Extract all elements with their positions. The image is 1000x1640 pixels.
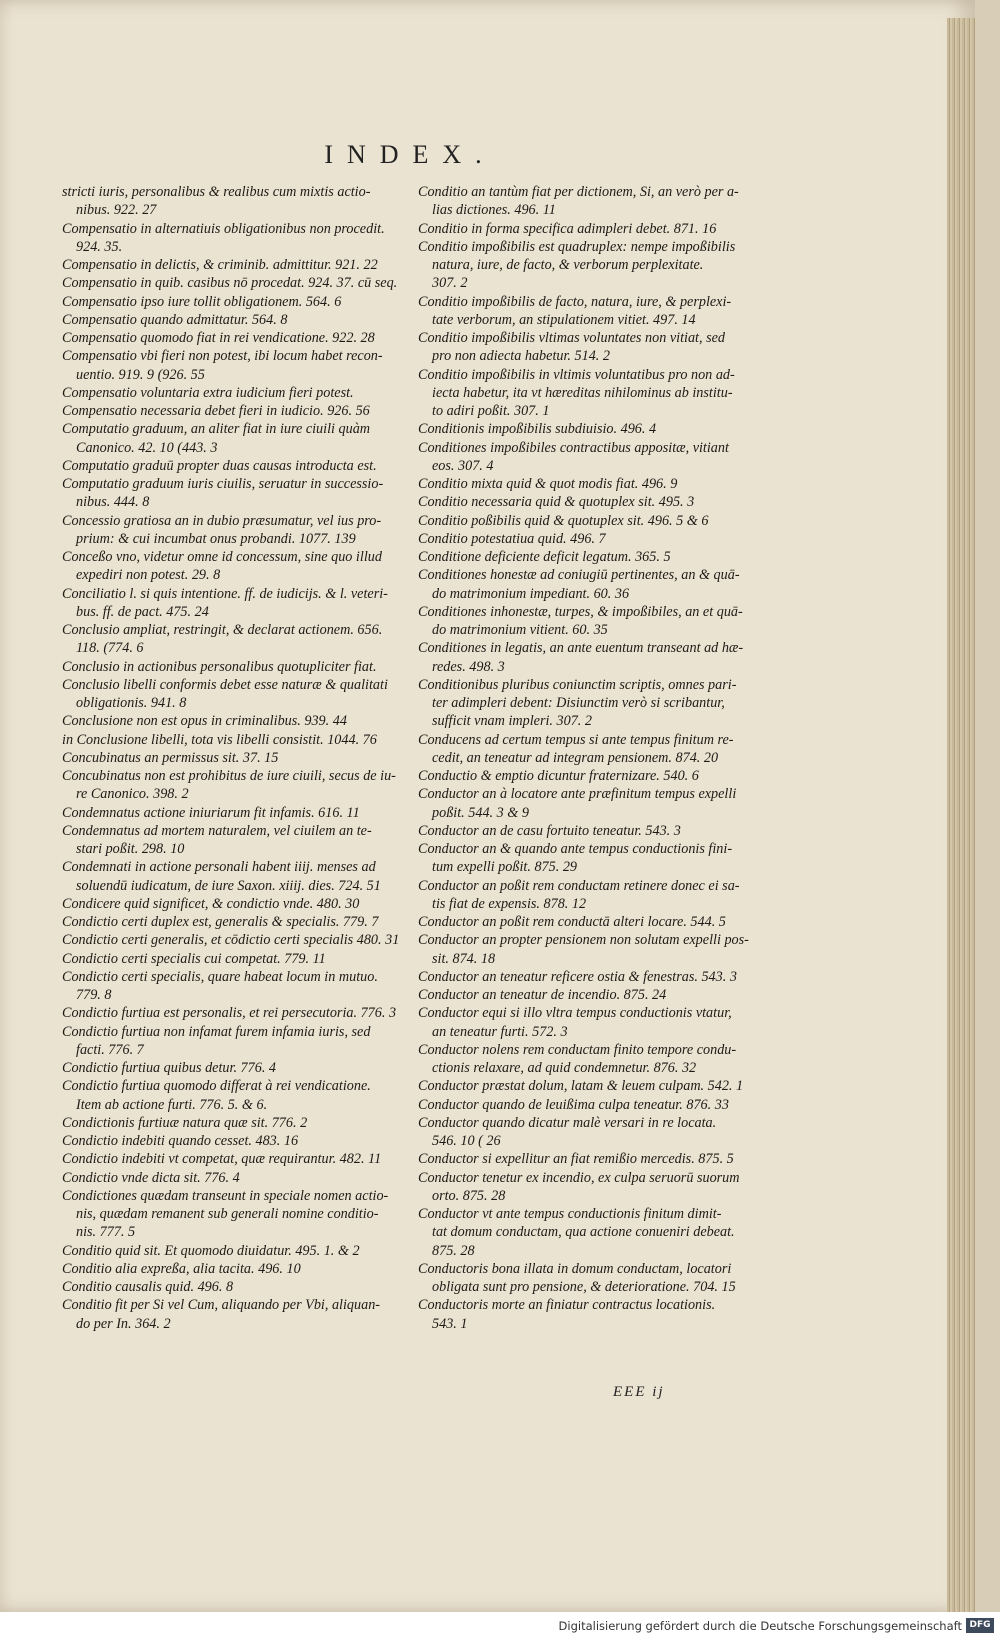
index-entry-line: pro non adiecta habetur. 514. 2 <box>432 348 610 365</box>
index-entry-line: expediri non potest. 29. 8 <box>76 567 221 584</box>
index-entry-line: stari poßit. 298. 10 <box>76 841 185 857</box>
index-entry-line: in Conclusione libelli, tota vis libelli consistit. 1044. 76 <box>62 731 377 748</box>
index-entry-line: uentio. 919. 9 (926. 55 <box>76 366 205 383</box>
index-entry-line: ctionis relaxare, ad quid condemnetur. 876. 32 <box>432 1060 697 1076</box>
index-entry-line: Conductor an à locatore ante præfinitum tempus expelli <box>418 786 737 803</box>
index-entry-line: Conditio quid sit. Et quomodo diuidatur. 495. 1. & 2 <box>62 1242 360 1259</box>
index-entry-line: Conditio impoßibilis de facto, natura, iure, & perplexi- <box>418 293 732 310</box>
index-entry-line: Conclusio in actionibus personalibus quotupliciter fiat. <box>62 658 377 675</box>
index-entry-line: Conductor an teneatur de incendio. 875. 24 <box>418 987 667 1003</box>
index-entry-line: Condictio indebiti vt competat, quæ requirantur. 482. 11 <box>62 1151 382 1168</box>
index-entry-line: Canonico. 42. 10 (443. 3 <box>76 439 218 456</box>
index-entry-line: Conditio necessaria quid & quotuplex sit. 495. 3 <box>418 494 695 511</box>
index-entry-line: Conditione deficiente deficit legatum. 365. 5 <box>418 549 671 565</box>
index-entry-line: Condictiones quædam transeunt in speciale nomen actio- <box>62 1187 389 1204</box>
index-entry-line: Condictio furtiua quibus detur. 776. 4 <box>62 1060 277 1076</box>
index-entry-line: Conditio in forma specifica adimpleri debet. 871. 16 <box>418 220 717 237</box>
index-entry-line: 118. (774. 6 <box>76 640 144 657</box>
index-entry-line: to adiri poßit. 307. 1 <box>432 403 550 419</box>
index-entry-line: Conditiones impoßibiles contractibus appositæ, vitiant <box>418 439 729 456</box>
index-entry-line: Compensatio necessaria debet fieri in iudicio. 926. 56 <box>62 403 370 419</box>
index-entry-line: Compensatio vbi fieri non potest, ibi locum habet recon- <box>62 348 383 365</box>
index-entry-line: Conditio an tantùm fiat per dictionem, Si, an verò per a- <box>418 184 739 200</box>
index-entry-line: Condictio vnde dicta sit. 776. 4 <box>62 1169 240 1186</box>
index-entry-line: Compensatio in alternatiuis obligationibus non procedit. <box>62 220 385 237</box>
index-entry-line: bus. ff. de pact. 475. 24 <box>76 603 209 620</box>
index-entry-line: natura, iure, de facto, & verborum perplexitate. <box>432 257 704 273</box>
index-entry-line: Condictio certi duplex est, generalis & specialis. 779. 7 <box>62 914 379 930</box>
index-entry-line: Conductio & emptio dicuntur fraternizare. 540. 6 <box>418 768 699 784</box>
index-entry-line: prium: & cui incumbat onus probandi. 1077. 139 <box>76 530 356 547</box>
index-entry-line: Conductoris morte an finiatur contractus locationis. <box>418 1297 716 1314</box>
index-entry-line: soluendū iudicatum, de iure Saxon. xiiij. dies. 724. 51 <box>76 877 381 894</box>
index-entry-line: 924. 35. <box>76 238 123 255</box>
index-entry-line: nis, quædam remanent sub generali nomine conditio- <box>76 1206 379 1222</box>
index-entry-line: Conclusio ampliat, restringit, & declarat actionem. 656. <box>62 622 383 638</box>
index-entry-line: Conditio potestatiua quid. 496. 7 <box>418 530 606 547</box>
index-entry-line: Condictio certi specialis cui competat. 779. 11 <box>62 950 326 967</box>
index-entry-line: Conditio alia expreßa, alia tacita. 496. 10 <box>62 1260 301 1277</box>
index-entry-line: Compensatio in quib. casibus nō procedat. 924. 37. cū seq. <box>62 275 398 292</box>
index-entry-line: obligationis. 941. 8 <box>76 695 187 711</box>
index-entry-line: Condictio furtiua non infamat furem infamia iuris, sed <box>62 1023 371 1040</box>
index-entry-line: Compensatio ipso iure tollit obligationem. 564. 6 <box>62 293 342 310</box>
index-entry-line: 546. 10 ( 26 <box>432 1133 501 1149</box>
index-entry-line: Conceßo vno, videtur omne id concessum, sine quo illud <box>62 549 382 565</box>
index-entry-line: nis. 777. 5 <box>76 1224 136 1241</box>
index-entry-line: 543. 1 <box>432 1315 468 1332</box>
page-title: INDEX. <box>324 140 496 169</box>
index-entry-line: facti. 776. 7 <box>76 1041 144 1058</box>
index-entry-line: Conductor an propter pensionem non solutam expelli pos- <box>418 932 749 949</box>
index-entry-line: orto. 875. 28 <box>432 1187 506 1204</box>
index-entry-line: poßit. 544. 3 & 9 <box>432 804 529 821</box>
index-entry-line: tum expelli poßit. 875. 29 <box>432 859 578 876</box>
index-entry-line: Conductor an poßit rem conductā alteri locare. 544. 5 <box>418 914 726 930</box>
index-entry-line: iecta habetur, ita vt hæreditas nihilominus ab institu- <box>432 384 733 401</box>
index-entry-line: Conclusione non est opus in criminalibus. 939. 44 <box>62 713 347 730</box>
index-entry-line: eos. 307. 4 <box>432 457 494 474</box>
index-entry-line: sit. 874. 18 <box>432 950 496 967</box>
index-entry-line: Conditio poßibilis quid & quotuplex sit. 496. 5 & 6 <box>418 512 709 529</box>
index-entry-line: Condicere quid significet, & condictio vnde. 480. 30 <box>62 895 360 912</box>
index-entry-line: cedit, an teneatur ad integram pensionem. 874. 20 <box>432 749 719 766</box>
index-entry-line: Conditio causalis quid. 496. 8 <box>62 1279 234 1295</box>
footer-bar <box>0 1612 1000 1640</box>
index-entry-line: Conditiones in legatis, an ante euentum transeant ad hæ- <box>418 640 744 657</box>
index-entry-line: tat domum conductam, qua actione conueniri debeat. <box>432 1224 735 1241</box>
index-entry-line: Conditio fit per Si vel Cum, aliquando per Vbi, aliquan- <box>62 1297 381 1314</box>
index-entry-line: Conclusio libelli conformis debet esse naturæ & qualitati <box>62 676 388 693</box>
index-entry-line: Conductor vt ante tempus conductionis finitum dimit- <box>418 1206 722 1222</box>
index-entry-line: sufficit vnam impleri. 307. 2 <box>432 713 592 730</box>
index-entry-line: Concessio gratiosa an in dubio præsumatur, vel ius pro- <box>62 512 382 529</box>
index-entry-line: Condemnatus actione iniuriarum fit infamis. 616. 11 <box>62 804 360 821</box>
index-entry-line: Condictio indebiti quando cesset. 483. 16 <box>62 1133 299 1149</box>
index-entry-line: 875. 28 <box>432 1242 475 1259</box>
dfg-logo: DFG <box>966 1618 994 1633</box>
index-entry-line: Compensatio quomodo fiat in rei vendicatione. 922. 28 <box>62 330 375 346</box>
index-entry-line: do matrimonium impediant. 60. 36 <box>432 585 630 602</box>
index-entry-line: Conductor equi si illo vltra tempus conductionis vtatur, <box>418 1005 732 1022</box>
index-entry-line: Conditio impoßibilis est quadruplex: nempe impoßibilis <box>418 238 736 255</box>
index-entry-line: redes. 498. 3 <box>432 658 505 675</box>
index-entry-line: Condictio furtiua est personalis, et rei persecutoria. 776. 3 <box>62 1005 397 1022</box>
index-entry-line: Condictio certi specialis, quare habeat locum in mutuo. <box>62 968 378 985</box>
index-entry-line: Concubinatus an permissus sit. 37. 15 <box>62 749 279 766</box>
index-entry-line: tis fiat de expensis. 878. 12 <box>432 895 587 912</box>
index-entry-line: 307. 2 <box>432 275 468 292</box>
index-entry-line: Condictionis furtiuæ natura quæ sit. 776. 2 <box>62 1114 308 1131</box>
index-entry-line: Conductor an de casu fortuito teneatur. 543. 3 <box>418 822 681 839</box>
index-entry-line: Conductor an & quando ante tempus conductionis fini- <box>418 841 733 857</box>
index-entry-line: Concubinatus non est prohibitus de iure ciuili, secus de iu- <box>62 768 396 784</box>
index-entry-line: tate verborum, an stipulationem vitiet. 497. 14 <box>432 311 696 328</box>
index-entry-line: obligata sunt pro pensione, & deterioratione. 704. 15 <box>432 1279 736 1295</box>
index-entry-line: do matrimonium vitient. 60. 35 <box>432 622 608 638</box>
index-entry-line: an teneatur furti. 572. 3 <box>432 1023 568 1040</box>
index-entry-line: Conductor tenetur ex incendio, ex culpa seruorū suorum <box>418 1169 740 1186</box>
page-edge <box>947 18 975 1612</box>
index-entry-line: Conditio impoßibilis vltimas voluntates non vitiat, sed <box>418 330 725 346</box>
index-entry-line: Item ab actione furti. 776. 5. & 6. <box>76 1096 268 1113</box>
index-entry-line: Conductor quando de leuißima culpa teneatur. 876. 33 <box>418 1096 729 1113</box>
index-entry-line: nibus. 922. 27 <box>76 202 157 219</box>
index-entry-line: Condemnatus ad mortem naturalem, vel ciuilem an te- <box>62 822 372 839</box>
signature-mark: EEE ij <box>613 1384 665 1400</box>
index-entry-line: 779. 8 <box>76 987 112 1003</box>
index-entry-line: Computatio graduum, an aliter fiat in iure ciuili quàm <box>62 421 371 438</box>
index-entry-line: nibus. 444. 8 <box>76 494 150 511</box>
index-entry-line: Conductor an poßit rem conductam retinere donec ei sa- <box>418 877 740 894</box>
index-entry-line: Conditiones inhonestæ, turpes, & impoßibiles, an et quā- <box>418 603 743 620</box>
index-entry-line: Conductor si expellitur an fiat remißio mercedis. 875. 5 <box>418 1151 734 1168</box>
index-entry-line: Computatio graduum iuris ciuilis, seruatur in successio- <box>62 476 384 492</box>
index-entry-line: Conductoris bona illata in domum conductam, locatori <box>418 1260 732 1277</box>
index-entry-line: Compensatio in delictis, & criminib. admittitur. 921. 22 <box>62 257 378 273</box>
index-entry-line: stricti iuris, personalibus & realibus cum mixtis actio- <box>62 184 371 200</box>
index-entry-line: Conciliatio l. si quis intentione. ff. de iudicijs. & l. veteri- <box>62 585 388 602</box>
index-entry-line: Conductor an teneatur reficere ostia & fenestras. 543. 3 <box>418 968 737 985</box>
index-column-right <box>418 183 768 1333</box>
index-entry-line: Conditiones honestæ ad coniugiū pertinentes, an & quā- <box>418 567 740 584</box>
index-entry-line: Condictio certi generalis, et cōdictio certi specialis 480. 31 <box>62 932 400 949</box>
index-entry-line: Conductor nolens rem conductam finito tempore condu- <box>418 1041 737 1058</box>
index-entry-line: Conducens ad certum tempus si ante tempus finitum re- <box>418 731 734 748</box>
index-entry-line: Computatio graduū propter duas causas introducta est. <box>62 457 377 474</box>
index-entry-line: Condemnati in actione personali habent iiij. menses ad <box>62 859 376 876</box>
index-column-left <box>62 183 412 1333</box>
index-entry-line: ter adimpleri debent: Disiunctim verò si scribantur, <box>432 695 725 711</box>
index-entry-line: Conditio impoßibilis in vltimis voluntatibus pro non ad- <box>418 366 735 383</box>
index-entry-line: Conditionibus pluribus coniunctim scriptis, omnes pari- <box>418 676 737 693</box>
index-entry-line: Conditionis impoßibilis subdiuisio. 496. 4 <box>418 421 657 438</box>
index-entry-line: Compensatio voluntaria extra iudicium fieri potest. <box>62 384 354 401</box>
index-entry-line: Conductor præstat dolum, latam & leuem culpam. 542. 1 <box>418 1078 744 1095</box>
footer-credit: Digitalisierung gefördert durch die Deutsche Forschungsgemeinschaft <box>558 1619 962 1633</box>
index-entry-line: re Canonico. 398. 2 <box>76 786 189 803</box>
index-entry-line: Compensatio quando admittatur. 564. 8 <box>62 311 288 328</box>
index-entry-line: do per In. 364. 2 <box>76 1315 171 1332</box>
index-entry-line: Condictio furtiua quomodo differat à rei vendicatione. <box>62 1078 371 1095</box>
index-entry-line: Conductor quando dicatur malè versari in re locata. <box>418 1114 717 1131</box>
index-entry-line: Conditio mixta quid & quot modis fiat. 496. 9 <box>418 476 678 492</box>
index-entry-line: lias dictiones. 496. 11 <box>432 202 556 219</box>
